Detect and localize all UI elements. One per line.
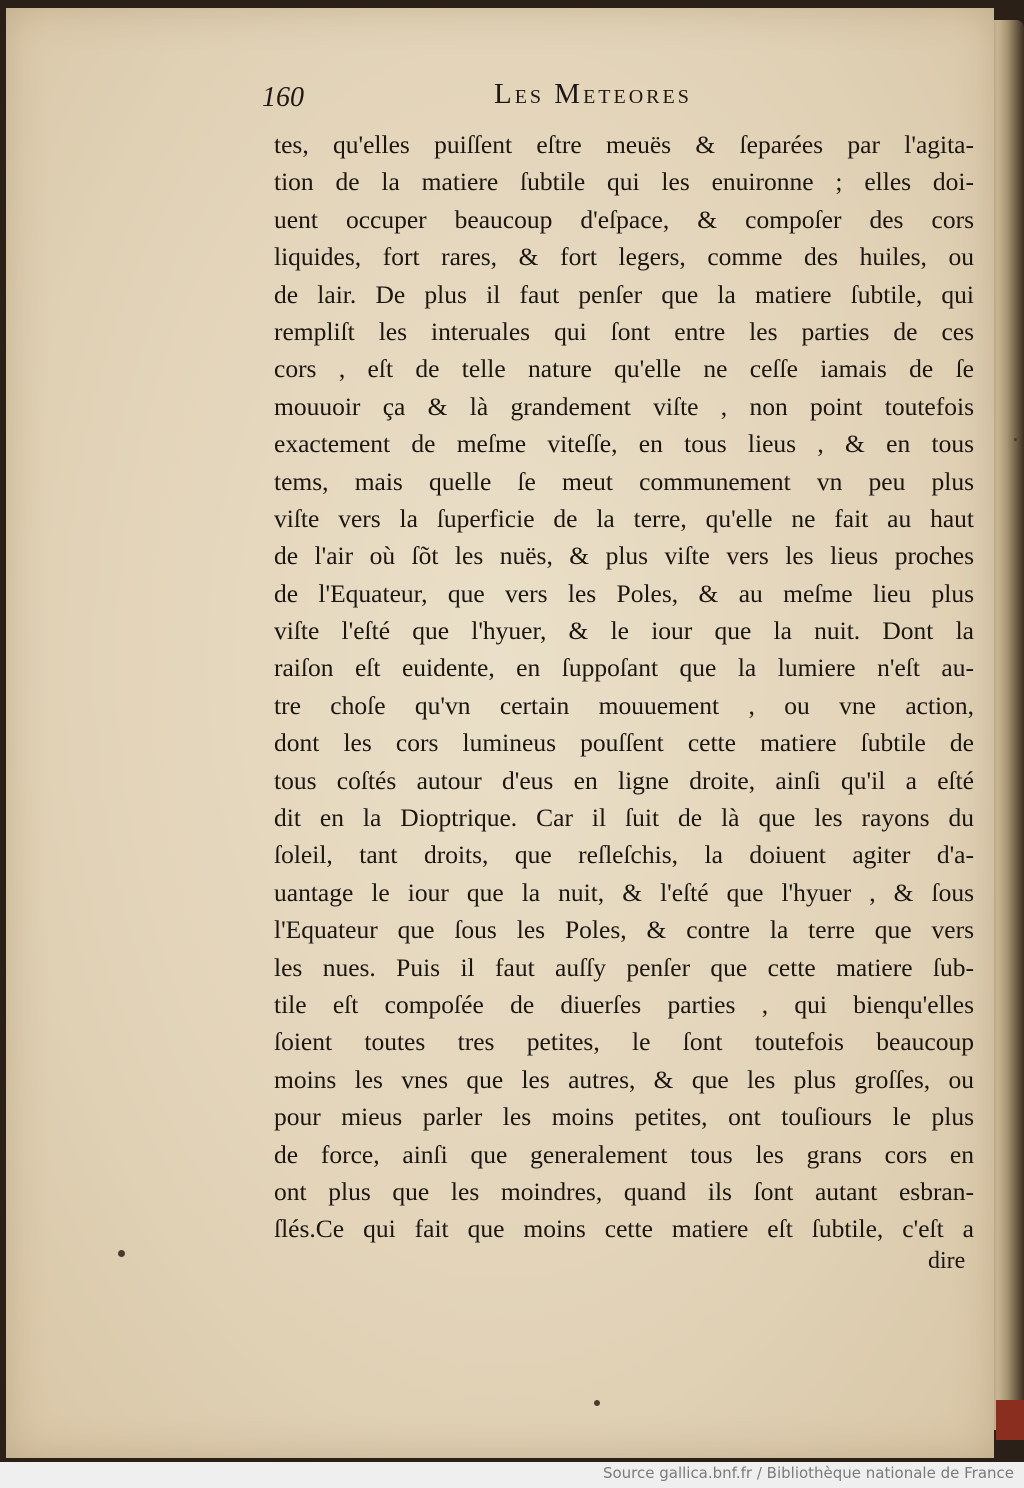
text-line: ont plus que les moindres, quand ils ſont autant esbran- [274,1176,974,1206]
text-line: exactement de meſme viteſſe, en tous lieus , & en tous [274,429,974,459]
text-line: pour mieus parler les moins petites, ont touſiours le plus [274,1102,974,1132]
text-line: cors , eſt de telle nature qu'elle ne ceſſe iamais de ſe [274,354,974,384]
text-line: les nues. Puis il faut auſſy penſer que cette matiere ſub- [274,952,974,982]
text-line: de l'Equateur, que vers les Poles, & au meſme lieu plus [274,578,974,608]
text-line: liquides, fort rares, & fort legers, comme des huiles, ou [274,242,974,272]
ink-spot [118,1250,125,1257]
text-line: l'Equateur que ſous les Poles, & contre la terre que vers [274,915,974,945]
text-line: ſlés.Ce qui fait que moins cette matiere eſt ſubtile, c'eſt a [274,1214,974,1244]
text-line: dont les cors lumineus pouſſent cette matiere ſubtile de [274,728,974,758]
text-line: viſte l'eſté que l'hyuer, & le iour que la nuit. Dont la [274,616,974,646]
text-line: de l'air où ſõt les nuës, & plus viſte vers les lieus proches [274,541,974,571]
text-line: tile eſt compoſée de diuerſes parties , qui bienqu'elles [274,989,974,1019]
text-line: uent occuper beaucoup d'eſpace, & compoſer des cors [274,204,974,234]
text-line: raiſon eſt euidente, en ſuppoſant que la lumiere n'eſt au- [274,653,974,683]
ink-spot [594,1400,600,1406]
footer-bar [0,1462,1024,1488]
ink-spot [1014,438,1017,441]
text-line: mouuoir ça & là grandement viſte , non point toutefois [274,391,974,421]
binding-mark [996,1400,1024,1440]
text-line: rempliſt les interuales qui ſont entre les parties de ces [274,316,974,346]
text-line: tre choſe qu'vn certain mouuement , ou vne action, [274,690,974,720]
text-line: ſoleil, tant droits, que reſleſchis, la doiuent agiter d'a- [274,840,974,870]
running-title: Les Meteores [494,78,692,110]
catchword: dire [928,1248,966,1274]
text-line: tion de la matiere ſubtile qui les enuironne ; elles doi- [274,167,974,197]
body-text [274,126,974,1248]
text-line: tous coſtés autour d'eus en ligne droite, ainſi qu'il a eſté [274,765,974,795]
page-header [262,78,972,118]
text-line: de lair. De plus il faut penſer que la matiere ſubtile, qui [274,279,974,309]
text-line: ſoient toutes tres petites, le ſont toutefois beaucoup [274,1027,974,1057]
text-line: uantage le iour que la nuit, & l'eſté que l'hyuer , & ſous [274,877,974,907]
page-number: 160 [262,82,304,113]
text-line: tems, mais quelle ſe meut communement vn peu plus [274,466,974,496]
text-line: moins les vnes que les autres, & que les plus groſſes, ou [274,1064,974,1094]
text-line: dit en la Dioptrique. Car il ſuit de là que les rayons du [274,803,974,833]
text-line: tes, qu'elles puiſſent eſtre meuës & ſeparées par l'agita- [274,130,974,159]
source-credit: Source gallica.bnf.fr / Bibliothèque nationale de France [602,1464,1014,1482]
text-line: viſte vers la ſuperficie de la terre, qu'elle ne fait au haut [274,503,974,533]
text-line: de force, ainſi que generalement tous les grans cors en [274,1139,974,1169]
